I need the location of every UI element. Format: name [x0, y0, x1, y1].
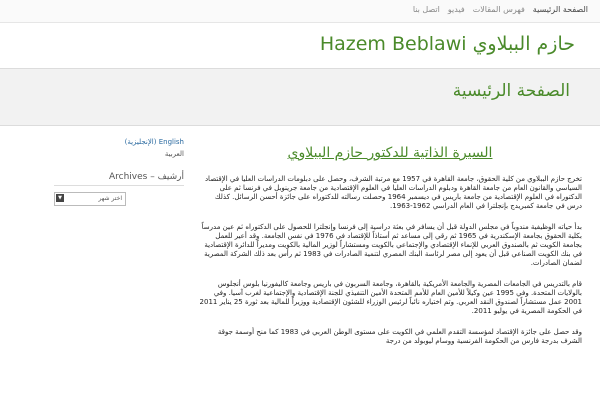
nav-item-contact[interactable]: اتصل بنا	[412, 5, 440, 14]
top-navigation	[0, 0, 600, 23]
nav-item-articles-index[interactable]: فهرس المقالات	[472, 5, 525, 14]
sidebar	[54, 138, 184, 206]
top-nav-menu	[413, 5, 588, 14]
article-paragraph: بدأ حياته الوظيفية مندوباً في مجلس الدولة قبل أن يسافر في بعثة دراسية إلى فرنسا وإنجلترا للحصول على الدكتوراه ثم عين مدرساً بكلية الحقوق بجامعة الإسكندرية في 1965 ثم رقي إلى مساعد ثم أستاذاً للإقتصاد في 1976 في نفس الجامعة. وقد أعير للعمل بجامعة الكويت ثم بالصندوق العربي للإنماء الإقتصادي والإجتماعي بالكويت ومستشاراً لوزير المالية بالكويت ومديراً للدائرة الإقتصادية في بنك الكويت الصناعي قبل أن يعود إلى مصر لرئاسة البنك المصري لتنمية الصادرات في 1983 ثم رأس بعد ذلك الشركة المصرية لضمان الصادرات.	[201, 223, 582, 267]
language-link-arabic[interactable]: العربية	[164, 150, 184, 158]
dropdown-arrow-icon[interactable]: ▼	[56, 194, 64, 202]
main-content	[198, 145, 582, 358]
article-heading: السيرة الذاتية للدكتور حازم الببلاوي	[287, 145, 493, 161]
article-paragraph: تخرج حازم الببلاوي من كلية الحقوق، جامعة القاهرة في 1957 مع مرتبة الشرف، وحصل على دبلومات الدراسات العليا في الإقتصاد السياسي والقانون العام من جامعة القاهرة ودبلوم الدراسات العليا في العلوم الإقتصادية من جامعة جرينوبل في فرنسا ثم على الدكتوراه في العلوم الإقتصادية من جامعة باريس في ديسمبر 1964 وحصلت رسالته للدكتوراه على جائزة أحسن الرسائل. كذلك درس في جامعة كمبريدج بإنجلترا في العام الدراسي 1962-1963.	[204, 175, 582, 210]
page-title: الصفحة الرئيسية	[452, 81, 570, 101]
site-title-arabic[interactable]: حازم الببلاوي	[472, 33, 575, 55]
site-title[interactable]	[320, 33, 575, 55]
nav-item-video[interactable]: فيديو	[447, 5, 465, 14]
page-title-band	[0, 69, 600, 126]
article-paragraph: قام بالتدريس في الجامعات المصرية والجامعة الأمريكية بالقاهرة، وجامعة السربون في باريس وجامعة كاليفورنيا بلوس أنجلوس بالولايات المتحدة. وفي 1995 عين وكيلاً للأمين العام للأمم المتحدة الأمين التنفيذي للجنة الإقتصادية والإجتماعية لغرب آسيا. وفي 2001 عمل مستشاراً لصندوق النقد العربي. وتم اختياره نائباً لرئيس الوزراء للشئون الإقتصادية ووزيراً للمالية بعد ثورة 25 يناير 2011 في الحكومة المصرية في يوليو 2011.	[199, 280, 582, 315]
archive-month-select[interactable]	[54, 192, 126, 206]
language-link-english[interactable]: English (الإنجليزية)	[124, 138, 184, 146]
archive-select-value: اختر شهر	[98, 195, 122, 202]
nav-item-home[interactable]: الصفحة الرئيسية	[532, 5, 588, 14]
site-title-latin[interactable]: Hazem Beblawi	[319, 33, 467, 55]
article-paragraph: وقد حصل على جائزة الإقتصاد لمؤسسة التقدم العلمي في الكويت على مستوى الوطن العربي في 1983 كما منح أوسمة جوقة الشرف بدرجة فارس من الحكومة الفرنسية ووسام ليوبولد من درجة	[217, 328, 582, 345]
archives-widget-title: Archives – أرشيف	[54, 172, 184, 186]
